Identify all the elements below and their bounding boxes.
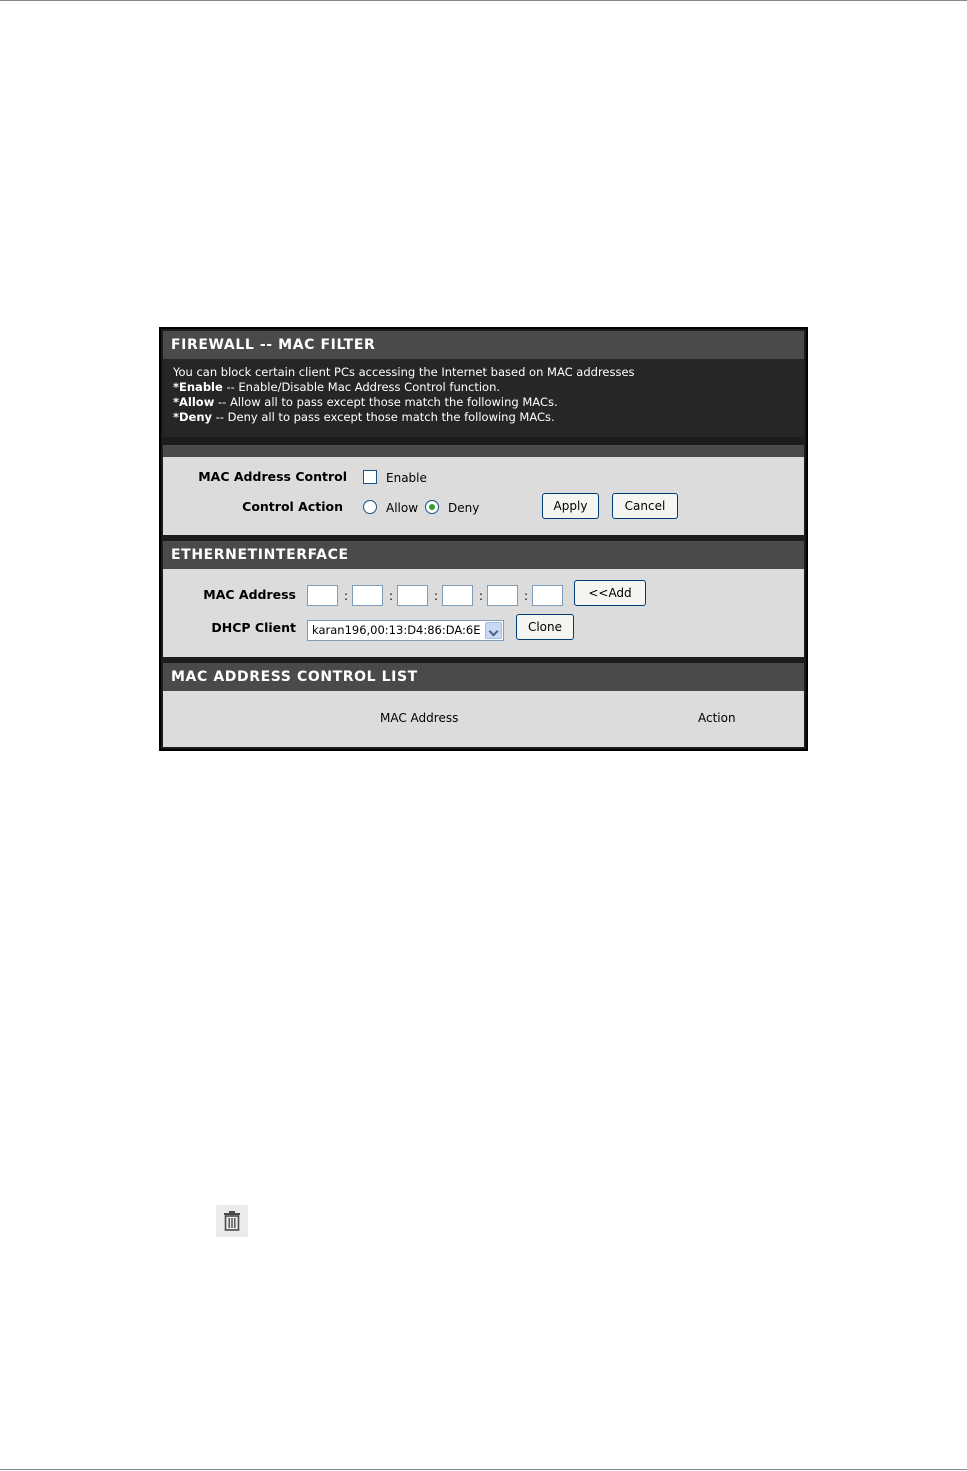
dhcp-client-value: karan196,00:13:D4:86:DA:6E [312,623,481,637]
chevron-down-icon[interactable] [485,622,502,639]
mac-filter-panel [159,327,808,751]
control-section [163,457,804,535]
control-list-section-title: MAC ADDRESS CONTROL LIST [163,663,804,691]
mac-octet-1-input[interactable] [307,585,338,606]
clone-button[interactable]: Clone [516,614,574,640]
mac-separator: : [479,589,484,603]
mac-octet-3-input[interactable] [397,585,428,606]
action-column-header: Action [698,711,736,725]
mac-separator: : [389,589,394,603]
intro-line: You can block certain client PCs accessing the Internet based on MAC addresses [173,365,635,379]
apply-button[interactable]: Apply [542,493,599,519]
mac-octet-5-input[interactable] [487,585,518,606]
mac-address-label: MAC Address [203,587,296,602]
mac-octet-6-input[interactable] [532,585,563,606]
mac-separator: : [434,589,439,603]
add-mac-button[interactable]: <<Add [574,580,646,606]
deny-label: Deny [448,501,480,515]
bottom-rule [0,1469,967,1470]
cancel-button[interactable]: Cancel [612,493,678,519]
allow-label: Allow [386,501,419,515]
firewall-section-title: FIREWALL -- MAC FILTER [163,331,804,359]
top-rule [0,0,967,1]
control-action-label: Control Action [242,499,343,514]
enable-label: Enable [386,471,427,485]
trash-icon[interactable] [216,1205,248,1237]
allow-radio[interactable] [363,500,377,514]
deny-radio[interactable] [425,500,439,514]
control-list-section [163,691,804,747]
mac-separator: : [344,589,349,603]
ethernet-section-title: ETHERNETINTERFACE [163,541,804,569]
mac-separator: : [524,589,529,603]
intro-deny: *Deny -- Deny all to pass except those match the following MACs. [173,410,555,424]
dhcp-client-select[interactable] [307,620,504,641]
mac-octet-4-input[interactable] [442,585,473,606]
control-section-strip [163,445,804,457]
mac-control-label: MAC Address Control [198,469,347,484]
intro-enable: *Enable -- Enable/Disable Mac Address Control function. [173,380,501,394]
firewall-intro [163,359,804,437]
intro-allow: *Allow -- Allow all to pass except those match the following MACs. [173,395,558,409]
dhcp-client-label: DHCP Client [211,620,296,635]
ethernet-section [163,569,804,657]
mac-address-column-header: MAC Address [380,711,459,725]
enable-checkbox[interactable] [363,470,377,484]
mac-octet-2-input[interactable] [352,585,383,606]
